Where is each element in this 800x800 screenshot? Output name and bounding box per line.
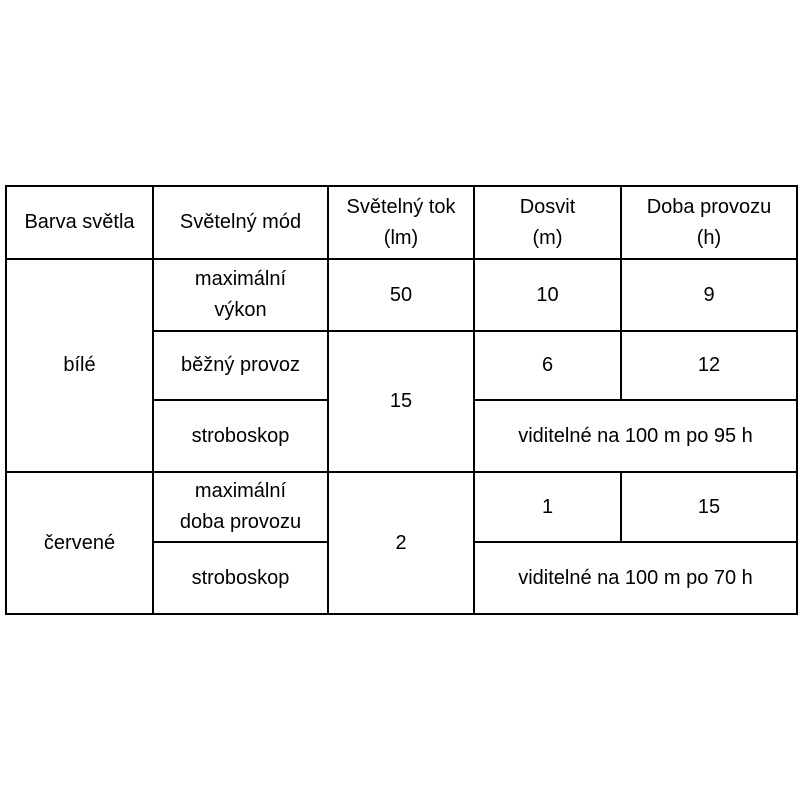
red-max-range: 1	[474, 472, 621, 542]
red-strobe-note: viditelné na 100 m po 70 h	[474, 542, 797, 614]
header-range-unit: (m)	[532, 226, 563, 249]
white-strobe-note: viditelné na 100 m po 95 h	[474, 400, 797, 472]
header-runtime-line1: Doba provozu	[646, 195, 772, 218]
white-max-flux: 50	[328, 259, 474, 331]
white-max-mode-line1: maximální	[194, 268, 287, 290]
red-max-mode-line2: doba provozu	[179, 511, 302, 533]
header-range-line1: Dosvit	[519, 195, 576, 218]
red-max-runtime: 15	[621, 472, 797, 542]
white-shared-flux: 15	[328, 331, 474, 472]
red-strobe-mode: stroboskop	[153, 542, 328, 614]
white-max-mode	[153, 259, 328, 331]
white-normal-mode: běžný provoz	[153, 331, 328, 400]
white-max-mode-line2: výkon	[214, 299, 267, 321]
header-color: Barva světla	[6, 186, 153, 259]
header-runtime	[621, 186, 797, 259]
header-row	[6, 186, 797, 259]
white-max-range: 10	[474, 259, 621, 331]
red-max-mode	[153, 472, 328, 542]
white-color-cell: bílé	[6, 259, 153, 472]
header-runtime-unit: (h)	[696, 226, 722, 249]
white-normal-range: 6	[474, 331, 621, 400]
red-max-mode-line1: maximální	[194, 480, 287, 502]
white-max-runtime: 9	[621, 259, 797, 331]
header-mode: Světelný mód	[153, 186, 328, 259]
header-flux-unit: (lm)	[383, 226, 419, 249]
header-range	[474, 186, 621, 259]
white-strobe-mode: stroboskop	[153, 400, 328, 472]
header-flux	[328, 186, 474, 259]
white-normal-runtime: 12	[621, 331, 797, 400]
red-shared-flux: 2	[328, 472, 474, 614]
red-color-cell: červené	[6, 472, 153, 614]
red-max-row	[6, 472, 797, 542]
white-max-row	[6, 259, 797, 331]
header-flux-line1: Světelný tok	[346, 195, 456, 218]
light-spec-table	[5, 185, 798, 615]
